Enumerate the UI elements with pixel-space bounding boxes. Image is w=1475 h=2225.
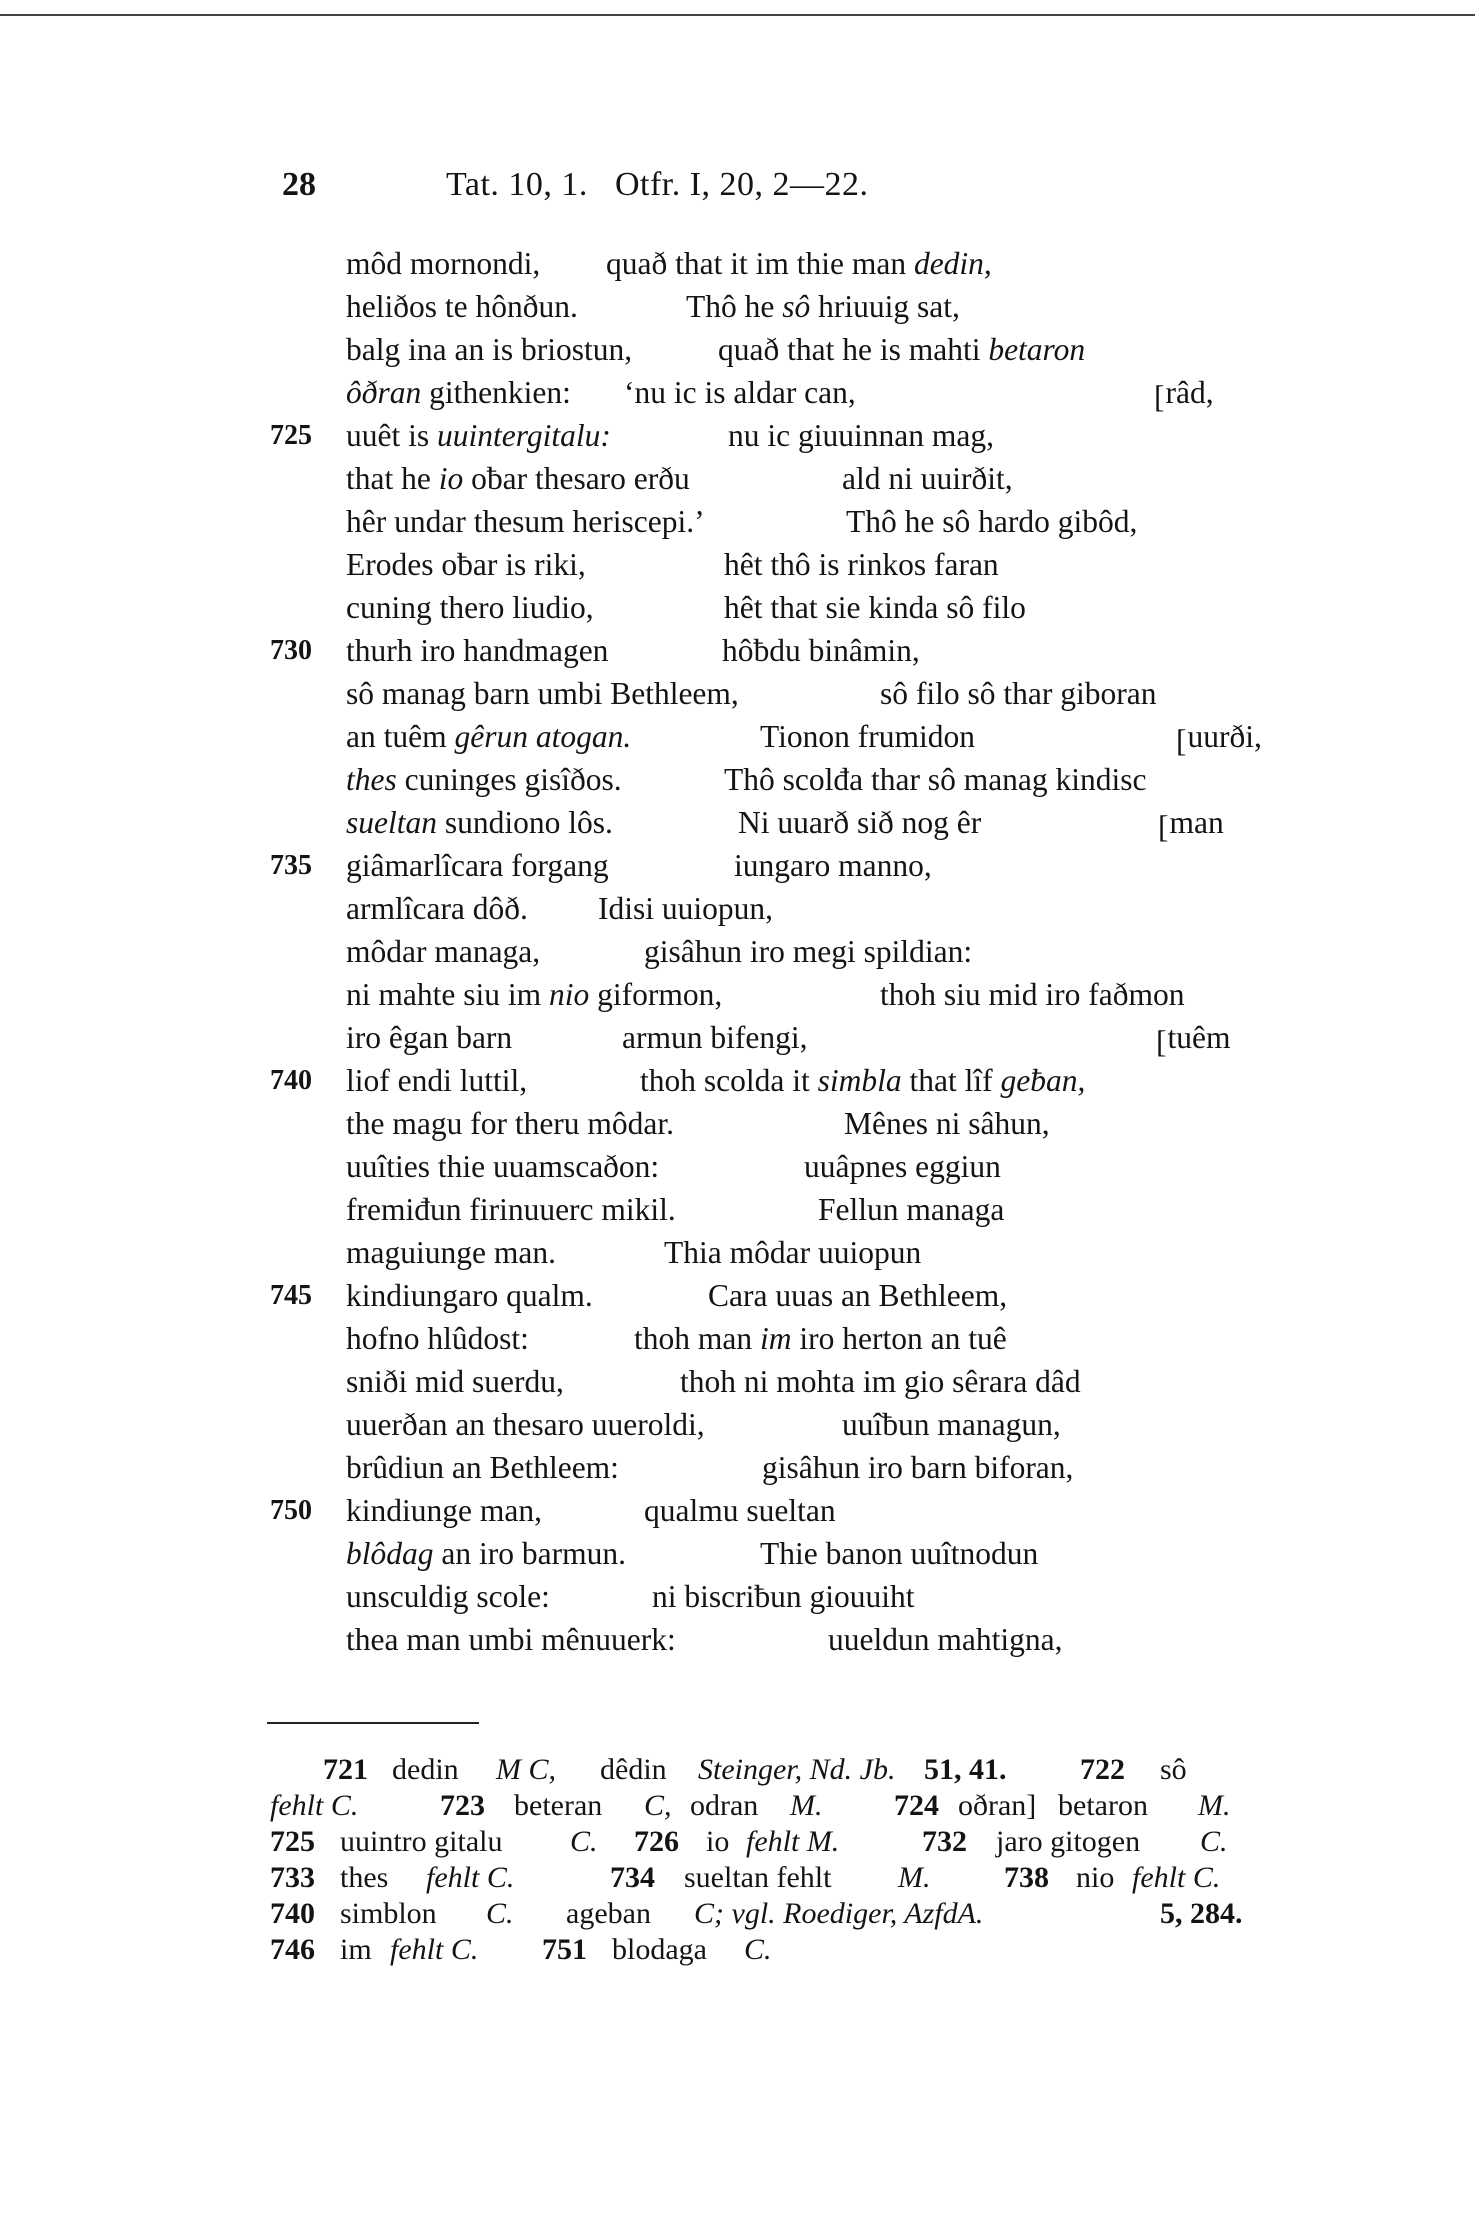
verse-line xyxy=(346,1231,1306,1275)
verse-line xyxy=(270,1059,1306,1103)
footnote-line: 733 thes fehlt C. 734 sueltan fehlt M. 738 nio fehlt C. xyxy=(270,1861,1221,1894)
verse-line xyxy=(346,1575,1306,1619)
b-verse: quað that it im thie man dedin, xyxy=(606,246,992,281)
verse-line xyxy=(270,1274,1306,1318)
footnote-rule xyxy=(267,1722,479,1724)
a-verse: uuîties thie uuamscaðon: xyxy=(346,1149,660,1184)
verse-line xyxy=(346,500,1306,544)
b-verse: Ni uuarð sið nog êr xyxy=(738,805,982,840)
a-verse: balg ina an is briostun, xyxy=(346,332,633,367)
b-verse: uuîƀun managun, xyxy=(842,1407,1061,1442)
a-verse: kindiungaro qualm. xyxy=(346,1278,593,1313)
line-number: 735 xyxy=(270,850,312,881)
a-verse: hêr undar thesum heriscepi.’ xyxy=(346,504,705,539)
a-verse: liof endi luttil, xyxy=(346,1063,528,1098)
verse-line xyxy=(346,371,1306,415)
b-verse: gisâhun iro megi spildian: xyxy=(644,934,973,969)
running-head-otfr: Otfr. I, 20, 2—22. xyxy=(614,166,869,203)
b-verse: quað that he is mahti betaron xyxy=(718,332,1086,367)
b-verse: Thia môdar uuiopun xyxy=(664,1235,922,1270)
a-verse: Erodes oƀar is riki, xyxy=(346,547,586,582)
verse-line xyxy=(270,629,1306,673)
a-verse: blôdag an iro barmun. xyxy=(346,1536,626,1571)
verse-line xyxy=(346,930,1306,974)
verse-line xyxy=(346,1446,1306,1490)
a-verse: that he io oƀar thesaro erðu xyxy=(346,461,690,496)
verse-line xyxy=(346,1532,1306,1576)
b-verse: ald ni uuirðit, xyxy=(842,461,1013,496)
verse-line xyxy=(270,414,1306,458)
bracket-runover: [ râd, xyxy=(1154,371,1214,415)
verse-line xyxy=(346,1618,1306,1662)
a-verse: heliðos te hônðun. xyxy=(346,289,578,324)
footnote-line: 746 im fehlt C. 751 blodaga C. xyxy=(270,1933,772,1966)
verse-line xyxy=(346,328,1306,372)
verse-line xyxy=(346,801,1306,845)
a-verse: môd mornondi, xyxy=(346,246,541,281)
b-verse: iungaro manno, xyxy=(734,848,932,883)
footnote-line: 721 dedin M C, dêdin Steinger, Nd. Jb. 51, 41. 722 sô xyxy=(323,1753,1187,1786)
line-number: 750 xyxy=(270,1495,312,1526)
line-number: 730 xyxy=(270,635,312,666)
a-verse: armlîcara dôð. xyxy=(346,891,528,926)
b-verse: qualmu sueltan xyxy=(644,1493,836,1528)
a-verse: brûdiun an Bethleem: xyxy=(346,1450,619,1485)
b-verse: thoh ni mohta im gio sêrara dâd xyxy=(680,1364,1081,1399)
verse-line xyxy=(346,586,1306,630)
a-verse: uuerðan an thesaro uueroldi, xyxy=(346,1407,705,1442)
footnote-line: 740 simblon C. ageban C; vgl. Roediger, AzfdA. 5, 284. xyxy=(270,1897,1243,1930)
b-verse: Thô scolđa thar sô manag kindisc xyxy=(724,762,1147,797)
b-verse: Fellun managa xyxy=(818,1192,1005,1227)
running-head-tat: Tat. 10, 1. xyxy=(446,166,588,203)
verse-line xyxy=(346,973,1306,1017)
b-verse: Cara uuas an Bethleem, xyxy=(708,1278,1008,1313)
footnote-line: fehlt C. 723 beteran C, odran M. 724 oðran] betaron M. xyxy=(270,1789,1231,1822)
b-verse: hôƀdu binâmin, xyxy=(722,633,920,668)
a-verse: môdar managa, xyxy=(346,934,541,969)
b-verse: gisâhun iro barn biforan, xyxy=(762,1450,1074,1485)
verse-line xyxy=(346,672,1306,716)
b-verse: Thie banon uuîtnodun xyxy=(760,1536,1039,1571)
a-verse: maguiunge man. xyxy=(346,1235,556,1270)
b-verse: Thô he sô hardo gibôd, xyxy=(846,504,1138,539)
bracket-runover: [ tuêm xyxy=(1156,1016,1231,1060)
b-verse: ni biscriƀun giouuiht xyxy=(652,1579,915,1614)
verse-line xyxy=(346,1145,1306,1189)
verse-line xyxy=(346,285,1306,329)
b-verse: thoh siu mid iro faðmon xyxy=(880,977,1185,1012)
verse-line xyxy=(346,543,1306,587)
a-verse: sô manag barn umbi Bethleem, xyxy=(346,676,739,711)
a-verse: thes cuninges gisîðos. xyxy=(346,762,622,797)
footnote-line: 725 uuintro gitalu C. 726 io fehlt M. 732 jaro gitogen C. xyxy=(270,1825,1228,1858)
a-verse: unsculdig scole: xyxy=(346,1579,550,1614)
b-verse: Tionon frumidon xyxy=(760,719,975,754)
page-number: 28 xyxy=(282,166,316,203)
bracket-runover: [ man xyxy=(1158,801,1224,845)
verse-line xyxy=(346,1360,1306,1404)
b-verse: armun bifengi, xyxy=(622,1020,808,1055)
b-verse: hêt thô is rinkos faran xyxy=(724,547,999,582)
b-verse: sô filo sô thar giboran xyxy=(880,676,1157,711)
a-verse: iro êgan barn xyxy=(346,1020,513,1055)
verse-line xyxy=(346,1403,1306,1447)
verse-line xyxy=(346,1016,1306,1060)
b-verse: nu ic giuuinnan mag, xyxy=(728,418,994,453)
a-verse: hofno hlûdost: xyxy=(346,1321,529,1356)
a-verse: the magu for theru môdar. xyxy=(346,1106,675,1141)
verse-line xyxy=(346,1102,1306,1146)
b-verse: Idisi uuiopun, xyxy=(598,891,774,926)
a-verse: thea man umbi mênuuerk: xyxy=(346,1622,676,1657)
a-verse: giâmarlîcara forgang xyxy=(346,848,609,883)
a-verse: fremiđun firinuuerc mikil. xyxy=(346,1192,676,1227)
verse-line xyxy=(270,1489,1306,1533)
verse-line xyxy=(270,844,1306,888)
a-verse: cuning thero liudio, xyxy=(346,590,594,625)
verse-line xyxy=(346,1188,1306,1232)
b-verse: hêt that sie kinda sô filo xyxy=(724,590,1026,625)
a-verse: sueltan sundiono lôs. xyxy=(346,805,613,840)
verse-line xyxy=(346,887,1306,931)
verse-line xyxy=(346,715,1306,759)
verse-line xyxy=(346,457,1306,501)
a-verse: an tuêm gêrun atogan. xyxy=(346,719,632,754)
b-verse: Mênes ni sâhun, xyxy=(844,1106,1050,1141)
line-number: 740 xyxy=(270,1065,312,1096)
verse-line xyxy=(346,758,1306,802)
verse-line xyxy=(346,1317,1306,1361)
a-verse: ôðran githenkien: xyxy=(346,375,571,410)
a-verse: kindiunge man, xyxy=(346,1493,542,1528)
b-verse: ‘nu ic is aldar can, xyxy=(624,375,856,410)
b-verse: uuâpnes eggiun xyxy=(804,1149,1001,1184)
b-verse: uueldun mahtigna, xyxy=(828,1622,1063,1657)
a-verse: ni mahte siu im nio giformon, xyxy=(346,977,723,1012)
b-verse: thoh scolda it simbla that lîf geƀan, xyxy=(640,1063,1086,1098)
b-verse: Thô he sô hriuuig sat, xyxy=(686,289,960,324)
verse-line xyxy=(346,242,1306,286)
bracket-runover: [ uurði, xyxy=(1176,715,1262,759)
b-verse: thoh man im iro herton an tuê xyxy=(634,1321,1007,1356)
a-verse: thurh iro handmagen xyxy=(346,633,609,668)
line-number: 745 xyxy=(270,1280,312,1311)
a-verse: uuêt is uuintergitalu: xyxy=(346,418,611,453)
a-verse: sniði mid suerdu, xyxy=(346,1364,564,1399)
line-number: 725 xyxy=(270,420,312,451)
